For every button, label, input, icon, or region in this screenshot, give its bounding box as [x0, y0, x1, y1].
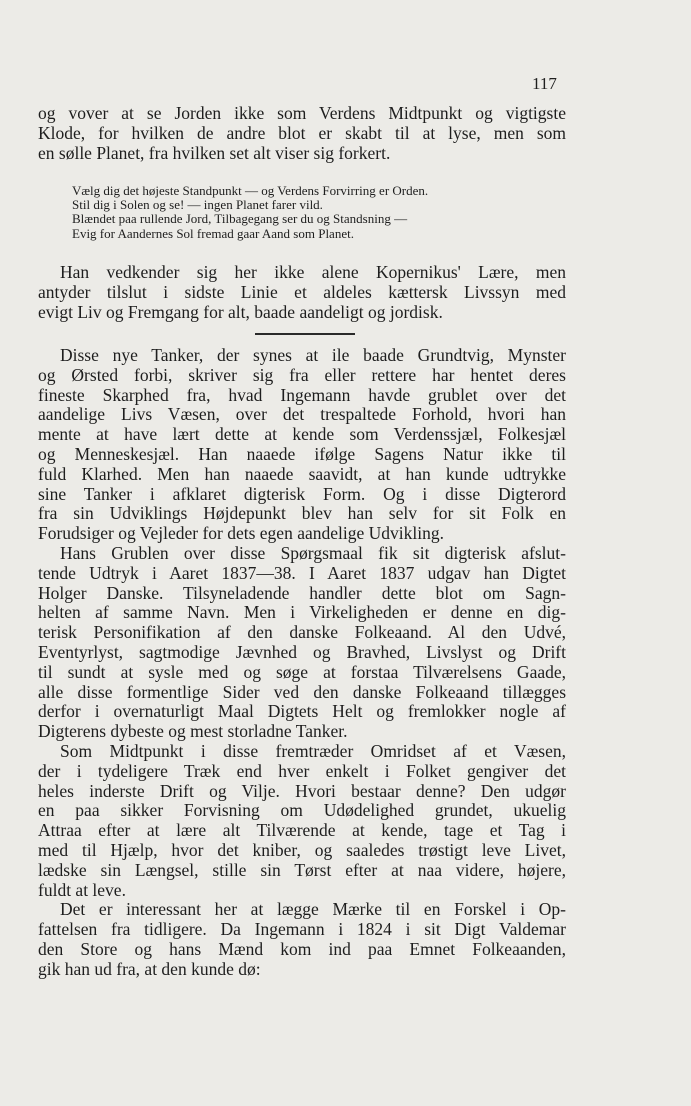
text-line: terisk Personifikation af den danske Folkeaand. Al den Udvé, [38, 622, 566, 643]
text-line: Holger Danske. Tilsyneladende handler dette blot om Sagn- [38, 582, 566, 603]
text-line: der i tydeligere Træk end hver enkelt i Folket gengiver det [38, 760, 566, 781]
text-line: Han vedkender sig her ikke alene Kopernikus' Lære, men [60, 262, 566, 282]
after-poem-paragraph [38, 263, 566, 322]
section-divider [255, 333, 355, 335]
text-line: fattelsen fra tidligere. Da Ingemann i 1824 i sit Digt Valdemar [38, 919, 566, 940]
page-number: 117 [532, 74, 557, 93]
text-line: Klode, for hvilken de andre blot er skabt til at lyse, men som [38, 122, 566, 143]
poem-quote [72, 184, 552, 241]
text-line: til sundt at sysle med og søge at forstaa Tilværelsens Gaade, [38, 661, 566, 682]
text-line: antyder tilslut i sidste Linie et aldeles kættersk Livssyn med [38, 281, 566, 302]
text-line: gik han ud fra, at den kunde dø: [38, 958, 261, 979]
text-line: tende Udtryk i Aaret 1837—38. I Aaret 1837 udgav han Digtet [38, 562, 566, 583]
intro-paragraph [38, 104, 566, 163]
text-line: Som Midtpunkt i disse fremtræder Omridset af et Væsen, [60, 740, 566, 761]
poem-line: Evig for Aandernes Sol fremad gaar Aand som Planet. [72, 225, 354, 241]
text-line: Hans Grublen over disse Spørgsmaal fik sit digterisk afslut- [60, 542, 566, 563]
text-line: aandelige Livs Væsen, over det trespaltede Forhold, hvori han [38, 404, 566, 425]
text-line: Det er interessant her at lægge Mærke til en Forskel i Op- [60, 899, 566, 920]
text-line: Eventyrlyst, sagtmodige Jævnhed og Bravhed, Livslyst og Drift [38, 641, 566, 662]
section-paragraphs [38, 346, 566, 980]
text-line: og Ørsted forbi, skriver sig fra eller rettere har hentet deres [38, 364, 566, 385]
text-line: fuld Klarhed. Men han naaede saavidt, at han kunde udtrykke [38, 463, 566, 484]
text-line: en sølle Planet, fra hvilken set alt viser sig forkert. [38, 142, 391, 163]
text-line: Forudsiger og Vejleder for dets egen aandelige Udvikling. [38, 523, 444, 544]
text-line: Disse nye Tanker, der synes at ile baade Grundtvig, Mynster [60, 345, 566, 365]
text-line: Digterens dybeste og mest storladne Tanker. [38, 721, 348, 742]
text-line: fineste Skarphed fra, hvad Ingemann havde grublet over det [38, 384, 566, 405]
text-line: den Store og hans Mænd kom ind paa Emnet Folkeaanden, [38, 938, 566, 959]
text-line: helten af samme Navn. Men i Virkeligheden er denne en dig- [38, 602, 566, 623]
text-line: Attraa efter at lære alt Tilværende at kende, tage et Tag i [38, 820, 566, 841]
poem-line: Blændet paa rullende Jord, Tilbagegang ser du og Standsning — [72, 211, 408, 227]
text-line: og vover at se Jorden ikke som Verdens Midtpunkt og vigtigste [38, 103, 566, 123]
text-line: fuldt at leve. [38, 879, 126, 900]
text-line: alle disse formentlige Sider ved den danske Folkeaand tillægges [38, 681, 566, 702]
poem-line: Stil dig i Solen og se! — ingen Planet farer vild. [72, 197, 323, 213]
text-line: og Menneskesjæl. Han naaede ifølge Sagens Natur ikke til [38, 443, 566, 464]
text-line: fra sin Udviklings Højdepunkt blev han selv for sit Folk en [38, 503, 566, 524]
text-line: en paa sikker Forvisning om Udødelighed grundet, ukuelig [38, 800, 566, 821]
text-line: heles inderste Drift og Vilje. Hvori bestaar denne? Den udgør [38, 780, 566, 801]
text-line: mente at have lært dette at kende som Verdenssjæl, Folkesjæl [38, 424, 566, 445]
poem-line: Vælg dig det højeste Standpunkt — og Verdens Forvirring er Orden. [72, 183, 429, 198]
text-line: evigt Liv og Fremgang for alt, baade aandeligt og jordisk. [38, 301, 443, 322]
text-line: med til Hjælp, hvor det kniber, og saaledes trøstigt leve Livet, [38, 839, 566, 860]
text-line: lædske sin Længsel, stille sin Tørst efter at naa videre, højere, [38, 859, 566, 880]
text-line: derfor i overnaturligt Maal Digtets Helt og fremlokker nogle af [38, 701, 566, 722]
text-line: sine Tanker i afklaret digterisk Form. Og i disse Digterord [38, 483, 566, 504]
